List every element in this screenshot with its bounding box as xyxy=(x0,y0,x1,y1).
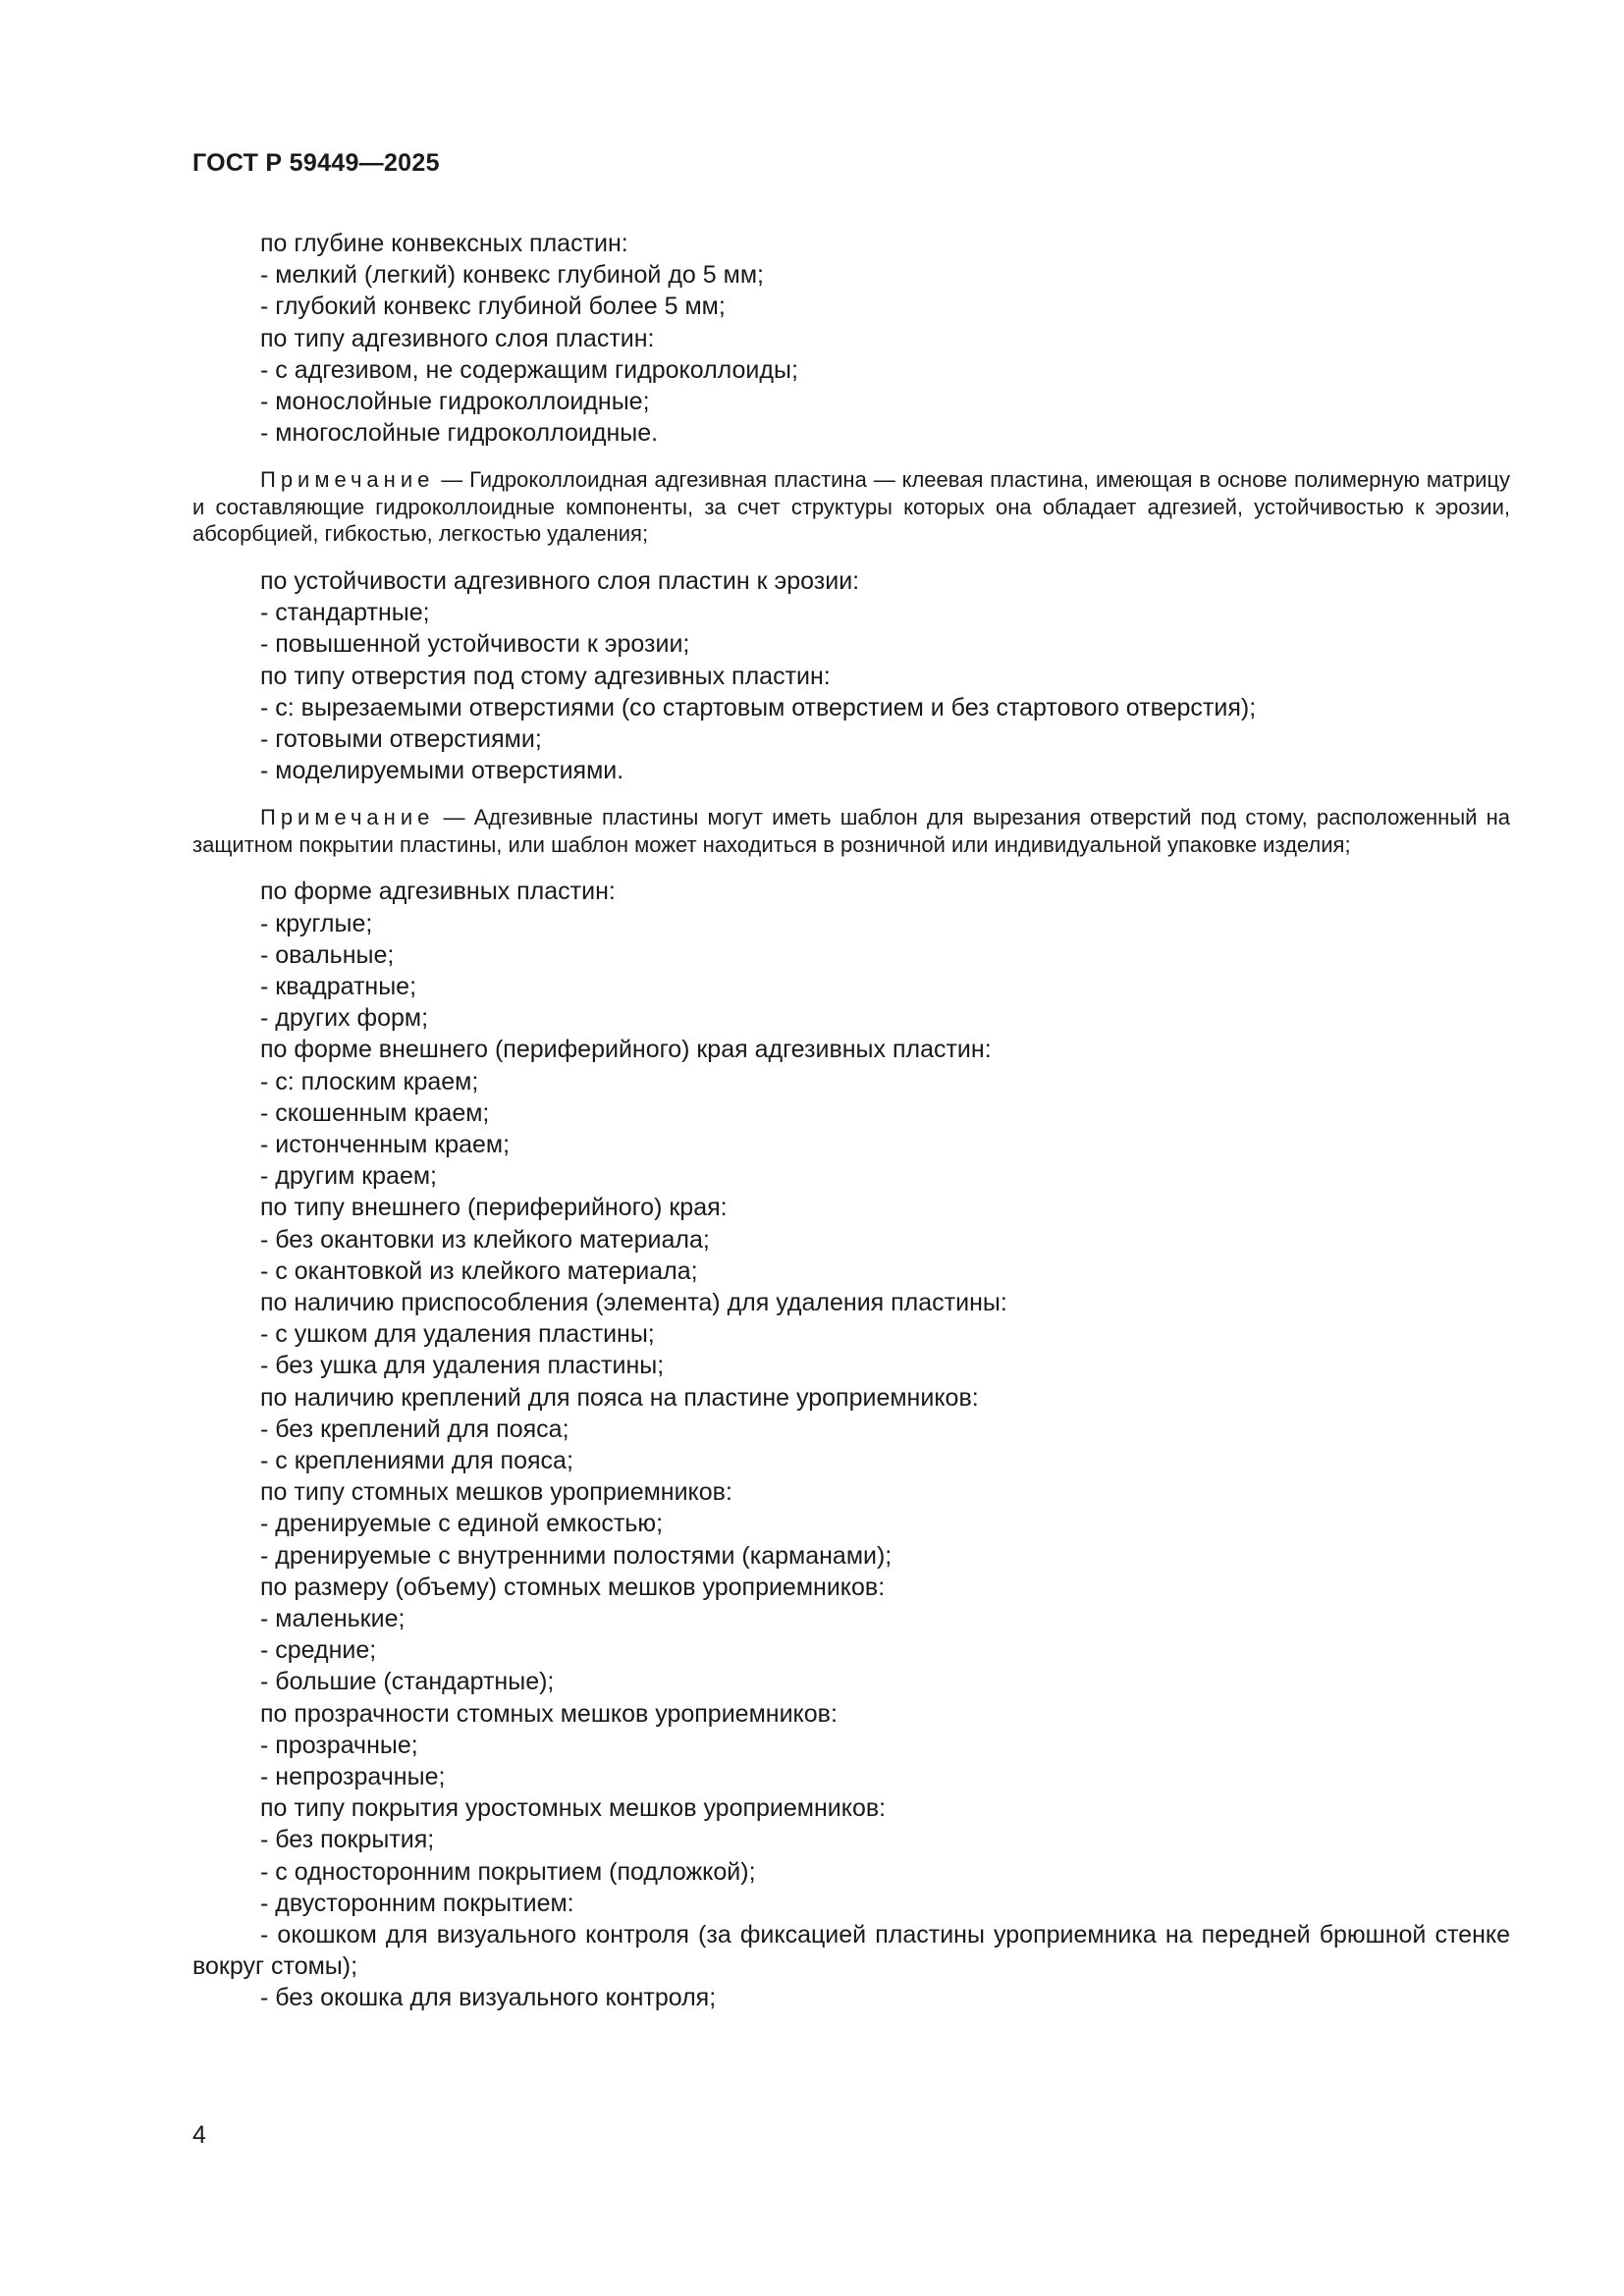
list-line-wrapped: - окошком для визуального контроля (за фиксацией пластины уроприемника на передней брюшной стенке вокруг стомы); xyxy=(192,1921,1510,1981)
list-line: - дренируемые с единой емкостью; xyxy=(260,1510,664,1538)
list-line: - круглые; xyxy=(260,909,373,937)
note-text: — Гидроколлоидная адгезивная пластина — клеевая пластина, имеющая в основе полимерную матрицу и составляющие гидроколлоидные компоненты, за счет структуры которых она обладает адгезией, устойчивостью к эрозии, абсорбцией, гибкостью, легкостью удаления; xyxy=(192,467,1510,547)
list-line: - двусторонним покрытием: xyxy=(260,1889,574,1917)
list-line: - овальные; xyxy=(260,940,395,969)
list-line: - без креплений для пояса; xyxy=(260,1415,569,1443)
list-line: - с окантовкой из клейкого материала; xyxy=(260,1256,698,1285)
list-line: - моделируемыми отверстиями. xyxy=(260,757,624,785)
note-label: Примечание xyxy=(260,805,435,830)
list-line: - стандартные; xyxy=(260,599,430,627)
list-line: - с адгезивом, не содержащим гидроколлоиды; xyxy=(260,355,798,384)
list-block-1 xyxy=(192,228,1510,449)
list-line: по типу внешнего (периферийного) края: xyxy=(260,1194,728,1222)
list-line: - без окошка для визуального контроля; xyxy=(260,1984,717,2012)
list-line: - средние; xyxy=(260,1636,377,1665)
list-line: - маленькие; xyxy=(260,1605,406,1633)
list-line: - непрозрачные; xyxy=(260,1763,446,1791)
list-line: по размеру (объему) стомных мешков уроприемников: xyxy=(260,1573,886,1601)
list-line: по глубине конвексных пластин: xyxy=(260,230,628,257)
document-body xyxy=(192,228,1510,2014)
list-line: - без покрытия; xyxy=(260,1826,435,1854)
list-line: - других форм; xyxy=(260,1004,429,1033)
list-line: - без окантовки из клейкого материала; xyxy=(260,1225,710,1254)
list-line: - квадратные; xyxy=(260,972,417,1000)
list-line: - с: вырезаемыми отверстиями (со стартовым отверстием и без стартового отверстия); xyxy=(260,693,1257,721)
list-block-2 xyxy=(192,565,1510,786)
list-line: - мелкий (легкий) конвекс глубиной до 5 мм; xyxy=(260,261,764,290)
list-line: по форме адгезивных пластин: xyxy=(260,878,616,906)
list-block-3 xyxy=(192,876,1510,2013)
note-paragraph-1 xyxy=(192,466,1510,548)
list-line: - с: плоским краем; xyxy=(260,1067,479,1095)
list-line: - с креплениями для пояса; xyxy=(260,1447,573,1474)
page-number: 4 xyxy=(192,2121,206,2149)
list-line: по типу адгезивного слоя пластин: xyxy=(260,324,655,352)
list-line: - дренируемые с внутренними полостями (карманами); xyxy=(260,1541,893,1570)
list-line: - с односторонним покрытием (подложкой); xyxy=(260,1857,756,1886)
list-line: по типу стомных мешков уроприемников: xyxy=(260,1478,732,1507)
note-paragraph-2 xyxy=(192,804,1510,858)
list-line: - большие (стандартные); xyxy=(260,1668,555,1696)
list-line: по типу покрытия уростомных мешков уроприемников: xyxy=(260,1794,887,1823)
list-line: - монослойные гидроколлоидные; xyxy=(260,388,650,416)
list-line: - с ушком для удаления пластины; xyxy=(260,1320,655,1349)
list-line: - другим краем; xyxy=(260,1162,437,1191)
list-line: по наличию креплений для пояса на пластине уроприемников: xyxy=(260,1383,979,1412)
list-line: по устойчивости адгезивного слоя пластин к эрозии: xyxy=(260,566,860,595)
note-text: — Адгезивные пластины могут иметь шаблон для вырезания отверстий под стому, расположенный на защитном покрытии пластины, или шаблон может находиться в розничной или индивидуальной упаковке изделия; xyxy=(192,805,1510,857)
list-line: - прозрачные; xyxy=(260,1731,418,1759)
document-standard-id: ГОСТ Р 59449—2025 xyxy=(192,149,440,177)
list-line: - повышенной устойчивости к эрозии; xyxy=(260,630,690,659)
note-label: Примечание xyxy=(260,467,435,493)
list-line: по прозрачности стомных мешков уроприемников: xyxy=(260,1699,838,1728)
list-line: - готовыми отверстиями; xyxy=(260,724,542,753)
list-line: - многослойные гидроколлоидные. xyxy=(260,419,659,448)
list-line: - глубокий конвекс глубиной более 5 мм; xyxy=(260,293,726,321)
list-line: по форме внешнего (периферийного) края адгезивных пластин: xyxy=(260,1036,992,1064)
list-line: - без ушка для удаления пластины; xyxy=(260,1352,665,1380)
list-line: - истонченным краем; xyxy=(260,1130,511,1158)
list-line: по типу отверстия под стому адгезивных пластин: xyxy=(260,662,831,690)
list-line: - скошенным краем; xyxy=(260,1098,490,1127)
list-line: по наличию приспособления (элемента) для удаления пластины: xyxy=(260,1288,1007,1316)
